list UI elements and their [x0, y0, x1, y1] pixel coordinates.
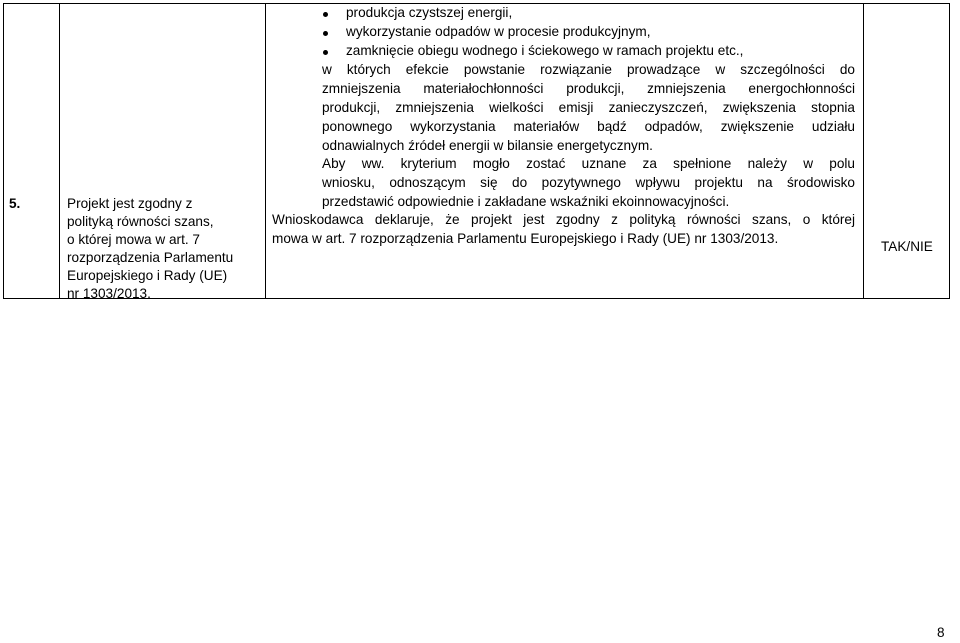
table-border-left: [3, 3, 4, 299]
paragraph-line: w których efekcie powstanie rozwiązanie prowadzące w szczególności do: [322, 62, 855, 77]
paragraph-line: Aby ww. kryterium mogło zostać uznane za spełnione należy w polu: [322, 156, 855, 171]
column-divider-3: [863, 3, 864, 299]
list-item: wykorzystanie odpadów w procesie produkcyjnym,: [346, 24, 651, 39]
bullet-marker: [323, 50, 328, 55]
page-number: 8: [937, 625, 945, 640]
paragraph-line: zmniejszenia materiałochłonności produkcji, zmniejszenia energochłonności: [322, 81, 855, 96]
column-divider-2: [265, 3, 266, 299]
column-divider-1: [59, 3, 60, 299]
paragraph-line: mowa w art. 7 rozporządzenia Parlamentu Europejskiego i Rady (UE) nr 1303/2013.: [272, 231, 779, 246]
criterion-line: Projekt jest zgodny z: [67, 196, 193, 211]
bullet-marker: [323, 12, 328, 17]
paragraph-line: ponownego wykorzystania materiałów bądź odpadów, zwiększenie udziału: [322, 119, 855, 134]
criterion-line: rozporządzenia Parlamentu: [67, 250, 234, 265]
row-number: 5.: [9, 196, 21, 211]
criterion-line: polityką równości szans,: [67, 214, 214, 229]
bullet-marker: [323, 31, 328, 36]
paragraph-line: wniosku, odnoszącym się do pozytywnego wpływu projektu na środowisko: [322, 175, 855, 190]
criterion-line: o której mowa w art. 7: [67, 232, 200, 247]
answer-options: TAK/NIE: [881, 239, 933, 254]
paragraph-line: przedstawić odpowiednie i zakładane wskaźniki ekoinnowacyjności.: [322, 194, 730, 209]
criterion-line: nr 1303/2013.: [67, 286, 151, 301]
paragraph-line: produkcji, zmniejszenia wielkości emisji zanieczyszczeń, zwiększenia stopnia: [322, 100, 855, 115]
paragraph-line: Wnioskodawca deklaruje, że projekt jest zgodny z polityką równości szans, o której: [272, 212, 855, 227]
criterion-line: Europejskiego i Rady (UE): [67, 268, 228, 283]
list-item: zamknięcie obiegu wodnego i ściekowego w ramach projektu etc.,: [346, 43, 744, 58]
list-item: produkcja czystszej energii,: [346, 5, 513, 20]
paragraph-line: odnawialnych źródeł energii w bilansie energetycznym.: [322, 138, 653, 153]
table-border-right: [949, 3, 950, 299]
